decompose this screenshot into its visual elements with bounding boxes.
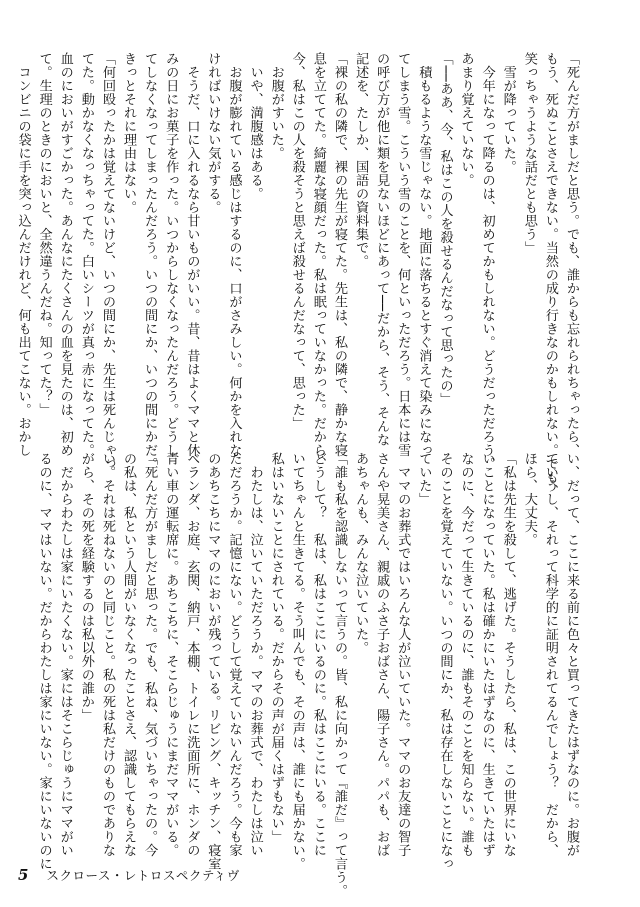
text-line: あまり覚えていない。 xyxy=(458,52,474,187)
text-line: てしまう雪。こういう雪のことを、何といっただろう。日本には雪 xyxy=(395,52,411,457)
text-line: そのことを覚えていない。いつの間にか、私は存在しないことになっ xyxy=(437,452,453,871)
text-line: お腹が膨れている感じはするのに、口がさみしい。何かを入れな xyxy=(226,52,242,457)
text-line: て。生理のときのにおいと、全然違うんだね。知ってた？」 xyxy=(36,52,52,417)
text-line: なのに、今だって生きているのに、誰もそのことを知らない。誰も xyxy=(458,452,474,857)
text-line: 今年になって降るのは、初めてかもしれない。どうだっただろう。 xyxy=(479,52,495,471)
text-line: わたしは、泣いていただろうか。ママのお葬式で、わたしは泣い xyxy=(247,452,263,857)
book-title: スクロース・レトロスペクティヴ xyxy=(46,868,240,883)
text-line: ていた」 xyxy=(416,452,432,506)
text-line: いことになっていた。私は確かにいたはずなのに、生きていたはず xyxy=(479,452,495,857)
text-line: ママのお葬式ではいろんな人が泣いていた。ママのお友達の智子 xyxy=(395,452,411,857)
text-line: ていうし、それって科学的に証明されてるんでしょう？ だから、 xyxy=(542,452,558,857)
text-line: 「──ああ、今、私はこの人を殺せるんだなって思ったの」 xyxy=(437,52,453,406)
text-line: 「私は先生を殺して、逃げた。そうしたら、私は、この世界にいな xyxy=(500,452,516,857)
text-line: みの日にお菓子を作った。いつからしなくなったんだろう。どうし xyxy=(163,52,179,457)
text-line: 「死んだ方がましだと思う。でも、誰からも忘れられちゃったら、 xyxy=(564,52,579,457)
text-line: 雪が降っていた。 xyxy=(500,52,516,174)
text-line: 「死んだ方がましだと思った。でも、私ね、気づいちゃったの。今 xyxy=(142,452,158,857)
text-line: 今、私はこの人を殺そうと思えば殺せるんだなって、思った」 xyxy=(289,52,305,430)
text-line: 息を立ててた。綺麗な寝顔だった。私は眠っていなかった。だから、 xyxy=(310,52,326,471)
text-line: いや、満腹感はある。 xyxy=(247,52,263,201)
text-line: だからわたしは家にいたくない。家にはそこらじゅうにママがい xyxy=(57,452,73,857)
text-line: 「裸の私の隣で、裸の先生が寝てた。先生は、私の隣で、静かな寝 xyxy=(331,52,347,457)
text-line: ければいけない気がする。 xyxy=(205,52,221,214)
text-line: もう、死ぬことさえできない。当然の成り行きなのかもしれない。でも、 xyxy=(542,52,558,498)
text-line: ベランダ、お庭、玄関、納戸、本棚、トイレに洗面所に、ホンダの xyxy=(184,452,200,857)
text-line: 私はいないことにされている。だからその声が届くはずもない」 xyxy=(268,452,284,844)
text-line: のあちこちにママのにおいが残っている。リビング、キッチン、寝室、 xyxy=(205,452,221,884)
text-line: てしなくなってしまったんだろう。いつの間にか、いつの間にかだ。 xyxy=(142,52,158,471)
text-line: 「何回殴ったかは覚えてないけど、いつの間にか、先生は死んじゃっ xyxy=(99,52,115,471)
text-line: コンビニの袋に手を突っ込んだけれど、何も出てこない。おかし xyxy=(15,52,31,457)
text-line: てた。動かなくなっちゃってた。白いシーツが真っ赤になってた。 xyxy=(78,52,94,457)
text-line: どうして？ 私は、私はここにいるのに。私はここにいる。ここに xyxy=(310,452,326,857)
text-line: 「誰も私を認識しないって言うの。皆、私に向かって『誰だ』って言う。 xyxy=(331,452,347,898)
text-line: 笑っちゃうような話だとも思う」 xyxy=(521,52,537,255)
text-line: の呼び方が他に類を見ないほどにあって──だから、そう、そんな xyxy=(374,52,390,447)
text-line: の私は、私という人間がいなくなったことさえ、認識してもらえな xyxy=(121,452,137,857)
text-line: 青い車の運転席に。あちこちに、そこらじゅうにまだママがいる。 xyxy=(163,452,179,857)
text-line: い、だって、ここに来る前に色々と買ってきたはずなのに。お腹が xyxy=(564,452,579,857)
top-text-block xyxy=(15,52,582,498)
text-line: 積もるような雪じゃない。地面に落ちるとすぐ消えて染みになっ xyxy=(416,52,432,457)
text-line: ただろうか。記憶にない。どうして覚えていないんだろう。今も家 xyxy=(226,452,242,857)
text-line: い。それは死ねないのと同じこと。私の死は私だけのものでありな xyxy=(99,452,115,857)
text-line: いてちゃんと生きてる。そう叫んでも、その声は、誰にも届かない。 xyxy=(289,452,305,871)
text-line: ほら、大丈夫。 xyxy=(521,452,537,547)
text-line: お腹がすいた。 xyxy=(268,52,284,160)
text-line: がら、その死を経験するのは私以外の誰か」 xyxy=(78,452,94,722)
text-line: そうだ、口に入れるなら甘いものがいい。昔、昔はよくママと休 xyxy=(184,52,200,457)
text-line: きっとそれに理由はない。 xyxy=(121,52,137,214)
text-line: さんや晃美さん、親戚のふさ子おばさん、陽子さん。パパも、おば xyxy=(374,452,390,857)
page-footer xyxy=(18,866,240,886)
text-line: るのに、ママはいない。だからわたしは家にいない。家にいないのに、 xyxy=(36,452,52,884)
text-line: あちゃんも、みんな泣いていた。 xyxy=(353,452,369,655)
text-line: 記述を、たしか、国語の資料集で。 xyxy=(353,52,369,268)
page-number: 5 xyxy=(18,866,29,884)
text-line: 血のにおいがすごかった。あんなにたくさんの血を見たのは、初め xyxy=(57,52,73,457)
